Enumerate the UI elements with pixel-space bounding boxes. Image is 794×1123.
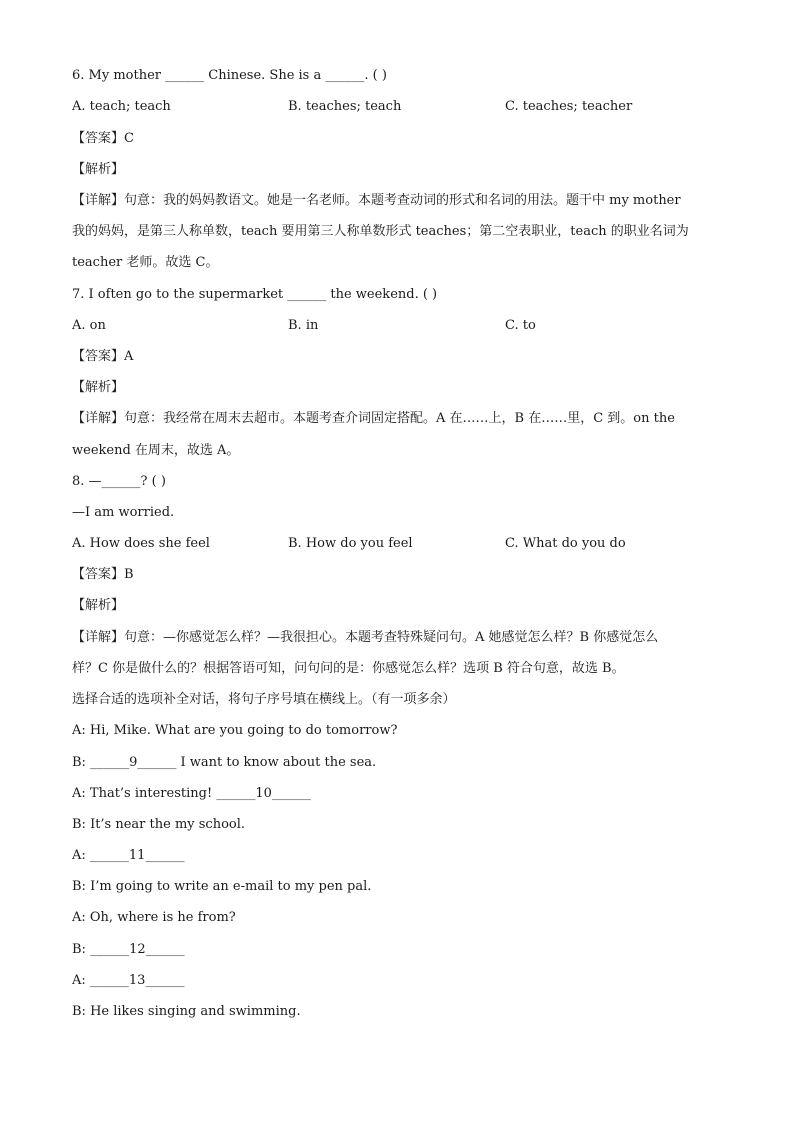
question-7-answer: 【答案】A [72, 349, 134, 364]
dialogue-line: B: ______9______ I want to know about the sea. [72, 755, 377, 770]
dialogue-line: B: It’s near the my school. [72, 817, 246, 832]
question-6-detail-line: teacher 老师。故选 C。 [72, 255, 219, 270]
dialogue-line: A: That’s interesting! ______10______ [72, 786, 311, 801]
question-6-option-a: A. teach; teach [72, 99, 171, 114]
dialogue-line: A: Hi, Mike. What are you going to do tomorrow? [72, 723, 398, 738]
question-8-detail-line: 样？C 你是做什么的？根据答语可知，问句问的是：你感觉怎么样？选项 B 符合句意，故选 B。 [72, 661, 625, 676]
question-7-option-a: A. on [72, 318, 106, 333]
question-7-option-b: B. in [288, 318, 319, 333]
question-7-detail-line: 【详解】句意：我经常在周末去超市。本题考查介词固定搭配。A 在……上，B 在……里，C 到。on the [72, 411, 675, 426]
dialogue-line: B: I’m going to write an e-mail to my pen pal. [72, 879, 372, 894]
question-7-analysis-label: 【解析】 [72, 380, 125, 395]
question-8-option-a: A. How does she feel [72, 536, 210, 551]
question-8-option-c: C. What do you do [505, 536, 626, 551]
question-6-detail-line: 我的妈妈，是第三人称单数，teach 要用第三人称单数形式 teaches；第二空表职业，teach 的职业名词为 [72, 224, 689, 239]
question-6-answer: 【答案】C [72, 131, 134, 146]
question-6-option-b: B. teaches; teach [288, 99, 402, 114]
question-8-stem: 8. —______? ( ) [72, 474, 166, 489]
question-6-detail-line: 【详解】句意：我的妈妈教语文。她是一名老师。本题考查动词的形式和名词的用法。题干中 my mother [72, 193, 681, 208]
question-8-option-b: B. How do you feel [288, 536, 413, 551]
dialogue-line: A: Oh, where is he from? [72, 910, 236, 925]
dialogue-line: A: ______11______ [72, 848, 185, 863]
dialogue-line: B: He likes singing and swimming. [72, 1004, 301, 1019]
question-8-analysis-label: 【解析】 [72, 598, 125, 613]
question-7-detail-line: weekend 在周末，故选 A。 [72, 443, 240, 458]
question-6-analysis-label: 【解析】 [72, 162, 125, 177]
question-7-option-c: C. to [505, 318, 536, 333]
dialogue-line: A: ______13______ [72, 973, 185, 988]
question-6-stem: 6. My mother ______ Chinese. She is a ______. ( ) [72, 68, 387, 83]
question-8-reply: —I am worried. [72, 505, 175, 520]
dialogue-line: B: ______12______ [72, 942, 185, 957]
question-7-stem: 7. I often go to the supermarket ______ the weekend. ( ) [72, 287, 438, 302]
question-8-answer: 【答案】B [72, 567, 134, 582]
question-6-option-c: C. teaches; teacher [505, 99, 633, 114]
question-8-detail-line: 【详解】句意：—你感觉怎么样？—我很担心。本题考查特殊疑问句。A 她感觉怎么样？B 你感觉怎么 [72, 630, 659, 645]
dialogue-instruction: 选择合适的选项补全对话，将句子序号填在横线上。（有一项多余） [72, 692, 456, 707]
